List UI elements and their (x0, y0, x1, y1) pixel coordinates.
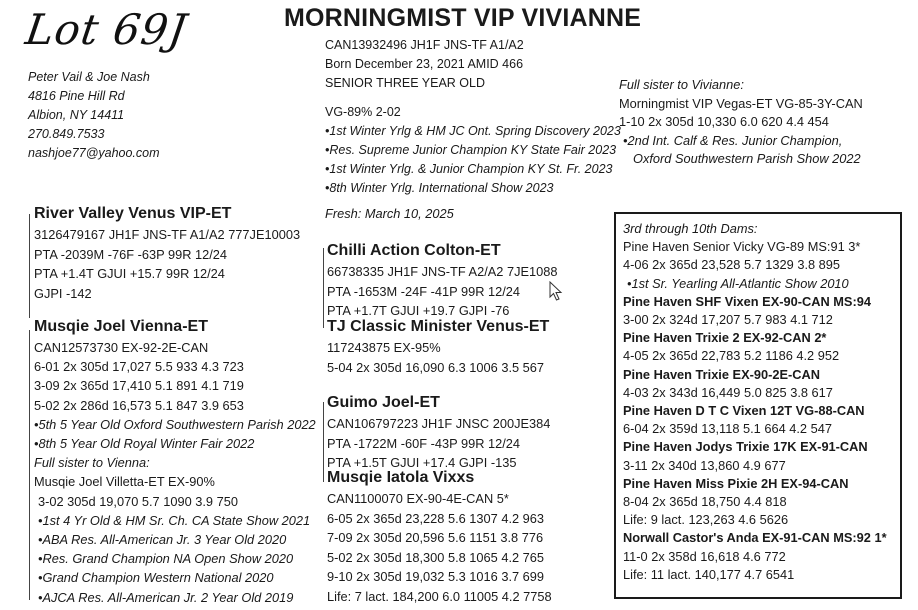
grandsire-line: CAN106797223 JH1F JNSC 200JE384 (327, 416, 551, 431)
consignor-contact (28, 68, 160, 163)
grandsire-line: 66738335 JH1F JNS-TF A2/A2 7JE1088 (327, 264, 558, 279)
dam-entry-name: Pine Haven D T C Vixen 12T VG-88-CAN (623, 403, 865, 419)
registration-line: SENIOR THREE YEAR OLD (325, 76, 485, 90)
pedigree-bracket (29, 214, 30, 318)
dams-list (623, 220, 887, 584)
pedigree-bracket (29, 330, 30, 600)
sire-line: PTA +1.4T GJUI +15.7 99R 12/24 (34, 266, 225, 281)
sister-award: Oxford Southwestern Parish Show 2022 (633, 151, 861, 166)
dam-entry-name: Pine Haven Jodys Trixie 17K EX-91-CAN (623, 439, 868, 455)
dam-line: CAN12573730 EX-92-2E-CAN (34, 340, 209, 355)
dam-entry-name: Norwall Castor's Anda EX-91-CAN MS:92 1* (623, 530, 887, 546)
dam-sister-award: •AJCA Res. All-American Jr. 2 Year Old 2019 (38, 589, 294, 605)
award-line: •1st Winter Yrlg & HM JC Ont. Spring Discovery 2023 (325, 124, 621, 138)
granddam-line: 117243875 EX-95% (327, 340, 441, 355)
maternal-grandsire-block (327, 392, 550, 473)
pedigree-bracket (323, 402, 324, 482)
award-line: •Res. Supreme Junior Champion KY State Fair 2023 (325, 143, 617, 157)
granddam-record: 5-04 2x 305d 16,090 6.3 1006 3.5 567 (327, 359, 545, 375)
dam-award: •8th 5 Year Old Royal Winter Fair 2022 (34, 436, 255, 452)
dam-entry-name: Pine Haven SHF Vixen EX-90-CAN MS:94 (623, 293, 871, 309)
dam-sister-award: •Res. Grand Champion NA Open Show 2020 (38, 551, 294, 567)
lot-number: Lot 69J (22, 5, 191, 54)
granddam-record: 9-10 2x 305d 19,032 5.3 1016 3.7 699 (327, 569, 545, 584)
dam-entry-lifetime: Life: 9 lact. 123,263 4.6 5626 (623, 512, 789, 528)
dam-record: 5-02 2x 286d 16,573 5.1 847 3.9 653 (34, 397, 244, 413)
dam-entry-record: 4-05 2x 365d 22,783 5.2 1186 4.2 952 (623, 348, 840, 364)
contact-line: 270.849.7533 (28, 127, 105, 141)
sire-line: GJPI -142 (34, 285, 92, 301)
grandsire-name: Chilli Action Colton-ET (327, 242, 501, 259)
sister-name: Morningmist VIP Vegas-ET VG-85-3Y-CAN (619, 95, 863, 111)
dam-entry-record: 4-06 2x 365d 23,528 5.7 1329 3.8 895 (623, 257, 841, 273)
award-line: •1st Winter Yrlg. & Junior Champion KY St. Fr. 2023 (325, 162, 613, 176)
granddam-lifetime: Life: 7 lact. 184,200 6.0 11005 4.2 7758 (327, 588, 552, 604)
registration-line: Born December 23, 2021 AMID 466 (325, 57, 524, 71)
dam-entry-record: 3-11 2x 340d 13,860 4.9 677 (623, 457, 786, 473)
paternal-granddam-block (327, 316, 549, 377)
dam-entry-record: 4-03 2x 343d 16,449 5.0 825 3.8 617 (623, 384, 833, 400)
award-line: •8th Winter Yrlg. International Show 2023 (325, 181, 554, 195)
sire-block (34, 203, 300, 303)
dam-entry-name: Pine Haven Trixie 2 EX-92-CAN 2* (623, 330, 827, 346)
contact-email: nashjoe77@yahoo.com (28, 146, 160, 160)
granddam-line: CAN1100070 EX-90-4E-CAN 5* (327, 491, 509, 506)
registration-info (325, 36, 621, 198)
dams-heading: 3rd through 10th Dams: (623, 221, 758, 236)
dam-sister-award: •Grand Champion Western National 2020 (38, 570, 274, 586)
granddam-name: Musqie Iatola Vixxs (327, 469, 475, 486)
dam-record: 3-09 2x 365d 17,410 5.1 891 4.1 719 (34, 378, 244, 394)
sister-award: •2nd Int. Calf & Res. Junior Champion, (623, 132, 843, 148)
dam-entry-record: 6-04 2x 359d 13,118 5.1 664 4.2 547 (623, 421, 832, 437)
dam-sister-name: Musqie Joel Villetta-ET EX-90% (34, 474, 215, 490)
fresh-date: Fresh: March 10, 2025 (325, 206, 454, 221)
full-sister-vegas (619, 76, 863, 169)
contact-line: Albion, NY 14411 (28, 108, 125, 122)
dam-entry-lifetime: Life: 11 lact. 140,177 4.7 6541 (623, 566, 795, 582)
contact-line: Peter Vail & Joe Nash (28, 70, 150, 84)
dam-entry-name: Pine Haven Senior Vicky VG-89 MS:91 3* (623, 239, 861, 255)
registration-line: CAN13932496 JH1F JNS-TF A1/A2 (325, 38, 524, 52)
page-title: MORNINGMIST VIP VIVIANNE (284, 4, 642, 32)
dam-entry-name: Pine Haven Miss Pixie 2H EX-94-CAN (623, 475, 849, 491)
dam-name: Musqie Joel Vienna-ET (34, 318, 208, 335)
sire-line: 3126479167 JH1F JNS-TF A1/A2 777JE10003 (34, 227, 301, 242)
granddam-record: 6-05 2x 365d 23,228 5.6 1307 4.2 963 (327, 510, 545, 526)
dam-sister-heading: Full sister to Vienna: (34, 455, 150, 471)
paternal-grandsire-block (327, 240, 557, 321)
granddam-name: TJ Classic Minister Venus-ET (327, 318, 550, 335)
grandsire-line: PTA -1722M -60F -43P 99R 12/24 (327, 435, 521, 451)
dam-entry-record: 3-00 2x 324d 17,207 5.7 983 4.1 712 (623, 312, 833, 328)
mouse-pointer-icon (549, 281, 563, 301)
sire-name: River Valley Venus VIP-ET (34, 205, 232, 222)
sister-heading: Full sister to Vivianne: (619, 77, 744, 92)
granddam-record: 7-09 2x 305d 20,596 5.6 1151 3.8 776 (327, 530, 544, 545)
pedigree-bracket (323, 248, 324, 328)
grandsire-line: PTA +1.5T GJUI +17.4 GJPI -135 (327, 455, 517, 470)
granddam-record: 5-02 2x 305d 18,300 5.8 1065 4.2 765 (327, 549, 545, 565)
sister-record: 1-10 2x 305d 10,330 6.0 620 4.4 454 (619, 114, 829, 129)
grandsire-name: Guimo Joel-ET (327, 394, 440, 411)
dam-entry-record: 11-0 2x 358d 16,618 4.6 772 (623, 548, 786, 564)
grandsire-line: PTA -1653M -24F -41P 99R 12/24 (327, 283, 521, 299)
sire-line: PTA -2039M -76F -63P 99R 12/24 (34, 246, 228, 262)
dam-entry-record: 8-04 2x 365d 18,750 4.4 818 (623, 494, 787, 510)
maternal-granddam-block (327, 467, 552, 606)
grandsire-line: PTA +1.7T GJUI +19.7 GJPI -76 (327, 303, 510, 318)
dam-record: 6-01 2x 305d 17,027 5.5 933 4.3 723 (34, 359, 244, 375)
dam-block (34, 316, 316, 607)
dam-sister-award: •1st 4 Yr Old & HM Sr. Ch. CA State Show 2021 (38, 512, 311, 528)
contact-line: 4816 Pine Hill Rd (28, 89, 125, 103)
dam-sister-award: •ABA Res. All-American Jr. 3 Year Old 2020 (38, 532, 287, 548)
dam-entry-award: •1st Sr. Yearling All-Atlantic Show 2010 (627, 275, 849, 291)
dam-entry-name: Pine Haven Trixie EX-90-2E-CAN (623, 366, 821, 382)
dam-sister-record: 3-02 305d 19,070 5.7 1090 3.9 750 (38, 493, 238, 509)
dam-award: •5th 5 Year Old Oxford Southwestern Parish 2022 (34, 416, 316, 432)
classification: VG-89% 2-02 (325, 105, 401, 119)
